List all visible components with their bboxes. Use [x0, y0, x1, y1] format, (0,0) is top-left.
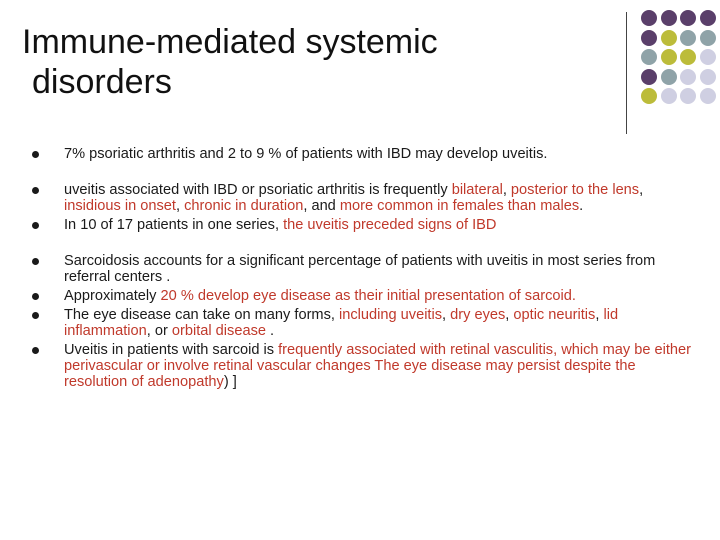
decorative-dot — [641, 10, 657, 26]
decorative-dot — [700, 69, 716, 85]
decorative-dot — [661, 88, 677, 104]
bullet-text: . — [265, 323, 275, 339]
bullet-text: , — [175, 198, 185, 214]
bullet-text: Uveitis in patients with sarcoid is — [64, 342, 279, 358]
decorative-dot — [680, 88, 696, 104]
highlighted-text: posterior to the lens — [510, 182, 640, 198]
decorative-dot — [680, 30, 696, 46]
highlighted-text: more common in females than males — [339, 198, 580, 214]
decorative-dot — [641, 49, 657, 65]
decorative-dot — [680, 10, 696, 26]
bullet-item — [32, 342, 692, 390]
highlighted-text: frequently associated with retinal vasculitis, which may be either perivascular or involve retinal vascular changes The eye disease may persist despite the resolution of adenopathy — [64, 342, 691, 390]
bullet-text: , — [502, 182, 511, 198]
bullet-list — [32, 146, 692, 390]
highlighted-text: chronic in duration — [184, 198, 304, 214]
bullet-text: , and — [303, 198, 340, 214]
decorative-dot — [680, 69, 696, 85]
bullet-text: 7% psoriatic arthritis and 2 to 9 % of patients with IBD may develop uveitis. — [64, 146, 548, 162]
bullet-text: , — [442, 307, 451, 323]
bullet-text: , — [505, 307, 514, 323]
decorative-dot — [661, 49, 677, 65]
decorative-dot — [641, 30, 657, 46]
bullet-text: In 10 of 17 patients in one series, — [64, 217, 284, 233]
highlighted-text: lid inflammation — [64, 307, 619, 339]
bullet-text: , — [639, 182, 644, 198]
highlighted-text: optic neuritis — [513, 307, 596, 323]
bullet-text: Approximately — [64, 288, 161, 304]
highlighted-text: bilateral — [451, 182, 503, 198]
decorative-dot — [700, 88, 716, 104]
highlighted-text: 20 % develop eye disease as their initial presentation of sarcoid. — [160, 288, 576, 304]
decorative-dot — [641, 88, 657, 104]
bullet-text: , or — [146, 323, 172, 339]
highlighted-text: dry eyes — [450, 307, 506, 323]
bullet-item — [32, 217, 692, 233]
decorative-dot — [700, 30, 716, 46]
bullet-item — [32, 288, 692, 304]
highlighted-text: the uveitis preceded signs of IBD — [283, 217, 497, 233]
bullet-item — [32, 253, 692, 285]
bullet-text: The eye disease can take on many forms, — [64, 307, 339, 323]
bullet-item — [32, 182, 692, 214]
decorative-dot — [661, 69, 677, 85]
title-line-2: disorders — [32, 63, 172, 101]
decorative-dot — [700, 10, 716, 26]
bullet-item — [32, 307, 692, 339]
bullet-text: . — [579, 198, 584, 214]
title-line-1: Immune-mediated systemic — [22, 23, 438, 61]
highlighted-text: orbital disease — [171, 323, 266, 339]
bullet-text: Sarcoidosis accounts for a significant percentage of patients with uveitis in most series from referral centers . — [64, 253, 656, 285]
bullet-text: uveitis associated with IBD or psoriatic arthritis is frequently — [64, 182, 452, 198]
decorative-dot — [661, 10, 677, 26]
decorative-dot — [680, 49, 696, 65]
decorative-dot — [641, 69, 657, 85]
bullet-text: , — [595, 307, 604, 323]
highlighted-text: insidious in onset — [64, 198, 176, 214]
bullet-text: ) ] — [223, 374, 237, 390]
highlighted-text: including uveitis — [339, 307, 443, 323]
decorative-dot-grid — [0, 0, 720, 140]
bullet-item — [32, 146, 692, 162]
decorative-dot — [661, 30, 677, 46]
decorative-dot — [700, 49, 716, 65]
